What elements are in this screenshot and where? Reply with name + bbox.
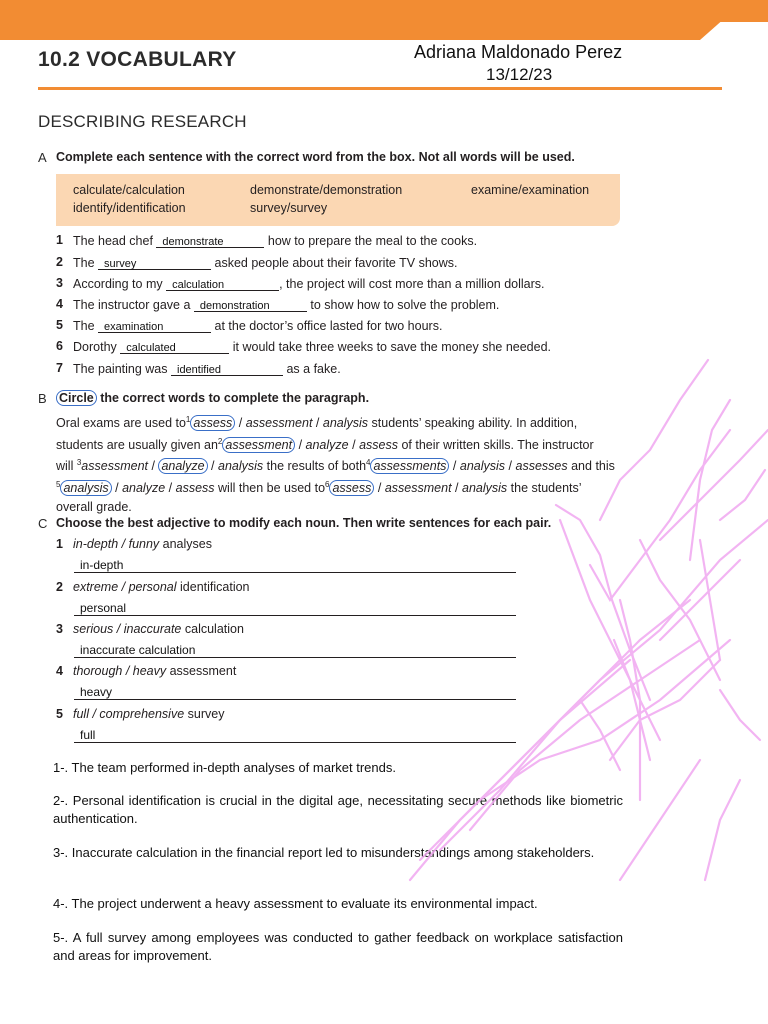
noun: calculation xyxy=(184,622,244,636)
item-text xyxy=(73,276,545,291)
choice-option[interactable]: analysis xyxy=(462,481,508,496)
answer-sentence[interactable]: 2-. Personal identification is crucial in the digital age, necessitating secure methods like biometric authentication. xyxy=(53,793,623,826)
paragraph-line: will $^3$assessment / analyze / analysis the results of both$^4$ assessments / analysis / assesses and this xyxy=(56,458,615,474)
item-text-after: at the doctor’s office lasted for two hours. xyxy=(214,319,443,333)
choice-option[interactable]: assess xyxy=(359,437,398,452)
word-box-item: calculate/calculation xyxy=(73,183,185,197)
choice-option[interactable]: assess xyxy=(190,415,235,431)
answer-blank[interactable] xyxy=(171,361,283,376)
part-c-instruction: Choose the best adjective to modify each noun. Then write sentences for each pair. xyxy=(56,516,552,530)
adjective-choice xyxy=(73,622,244,636)
typed-answer[interactable]: inaccurate calculation xyxy=(80,643,196,657)
choice-option[interactable]: assessment xyxy=(81,459,148,474)
item-number: 4 xyxy=(56,664,63,678)
answer-sentence[interactable]: 5-. A full survey among employees was conducted to gather feedback on workplace satisfaction and areas for improvement. xyxy=(53,930,623,963)
answer-line xyxy=(74,572,516,573)
typed-answer[interactable]: in-depth xyxy=(80,558,124,572)
student-name: Adriana Maldonado Perez xyxy=(414,42,623,62)
handwritten-answer: survey xyxy=(104,258,137,270)
choice-option[interactable]: analysis xyxy=(218,459,264,474)
word-box-item: survey/survey xyxy=(250,201,328,215)
answer-blank[interactable] xyxy=(166,276,279,291)
word-box-item: examine/examination xyxy=(471,183,590,197)
paragraph-line: overall grade. xyxy=(56,499,132,514)
item-number: 2 xyxy=(56,255,63,269)
word-box-item: identify/identification xyxy=(73,201,186,215)
part-b-instruction-rest: the correct words to complete the paragraph. xyxy=(100,391,370,405)
handwritten-answer: calculated xyxy=(126,342,176,354)
paragraph-line: Oral exams are used $to^1$ assess / assessment / analysis students’ speaking ability. In addition, xyxy=(56,415,578,431)
answer-blank[interactable] xyxy=(156,233,264,248)
item-text xyxy=(73,233,477,248)
noun: survey xyxy=(187,707,225,721)
answer-line xyxy=(74,699,516,700)
typed-answer[interactable]: personal xyxy=(80,601,127,615)
adjective-choice xyxy=(73,664,236,678)
noun: identification xyxy=(180,580,250,594)
choice-option[interactable]: analyze xyxy=(305,437,349,452)
adjective-options: full / comprehensive xyxy=(73,707,185,721)
section-title: 10.2 VOCABULARY xyxy=(38,48,237,71)
word-box xyxy=(56,174,620,226)
item-text-after: , the project will cost more than a million dollars. xyxy=(279,277,545,291)
item-text-before: The xyxy=(73,319,95,333)
answer-sentence[interactable]: 1-. The team performed in-depth analyses of market trends. xyxy=(53,760,396,775)
item-text-after: to show how to solve the problem. xyxy=(310,298,500,312)
adjective-options: extreme / personal xyxy=(73,580,177,594)
page-subheading: DESCRIBING RESEARCH xyxy=(38,112,247,131)
answer-line xyxy=(74,657,516,658)
item-text-before: The painting was xyxy=(73,362,168,376)
adjective-options: serious / inaccurate xyxy=(73,622,182,636)
answer-blank[interactable] xyxy=(98,318,211,333)
answer-blank[interactable] xyxy=(120,339,229,354)
item-number: 2 xyxy=(56,580,63,594)
word-box-item: demonstrate/demonstration xyxy=(250,183,403,197)
item-number: 1 xyxy=(56,537,63,551)
item-number: 3 xyxy=(56,276,63,290)
noun: assessment xyxy=(169,664,237,678)
item-number: 4 xyxy=(56,297,63,311)
item-text xyxy=(73,318,442,333)
choice-option[interactable]: assessment xyxy=(222,437,295,453)
item-text xyxy=(73,255,457,270)
part-b-paragraph xyxy=(56,411,626,516)
answer-sentence[interactable]: 4-. The project underwent a heavy assessment to evaluate its environmental impact. xyxy=(53,896,538,911)
item-text-before: Dorothy xyxy=(73,340,117,354)
part-b-letter: B xyxy=(38,391,47,406)
answer-line xyxy=(74,742,516,743)
item-text-before: According to my xyxy=(73,277,163,291)
answer-blank[interactable] xyxy=(194,297,307,312)
item-number: 1 xyxy=(56,233,63,247)
item-text-before: The head chef xyxy=(73,234,153,248)
handwritten-answer: identified xyxy=(177,364,222,376)
item-text-before: The xyxy=(73,256,95,270)
typed-answer[interactable]: heavy xyxy=(80,685,113,699)
adjective-choice xyxy=(73,537,212,551)
choice-option[interactable]: analyze xyxy=(158,458,207,474)
header-rule xyxy=(38,87,722,90)
choice-option[interactable]: assessment xyxy=(384,481,452,496)
noun: analyses xyxy=(162,537,212,551)
paragraph-line: students are usually given $an^2$ assessment / analyze / assess of their written skills. The instructor xyxy=(56,436,594,452)
item-text xyxy=(73,361,341,376)
item-number: 5 xyxy=(56,707,63,721)
adjective-options: in-depth / funny xyxy=(73,537,160,551)
item-text-after: how to prepare the meal to the cooks. xyxy=(267,234,478,248)
part-a-letter: A xyxy=(38,150,47,165)
item-text-after: asked people about their favorite TV shows. xyxy=(214,256,458,270)
choice-option[interactable]: analyze xyxy=(122,481,166,496)
paragraph-line: $^5$ analysis / analyze / assess will then be used $to^6$ assess / assessment / analysis the students’ xyxy=(56,479,582,496)
answer-line xyxy=(74,615,516,616)
item-text xyxy=(73,297,499,312)
choice-option[interactable]: analysis xyxy=(459,459,506,474)
choice-option[interactable]: analysis xyxy=(60,480,111,496)
student-date: 13/12/23 xyxy=(486,65,553,84)
choice-option[interactable]: assessment xyxy=(245,416,313,431)
typed-answer[interactable]: full xyxy=(80,728,96,742)
item-text xyxy=(73,339,551,354)
part-b-instruction xyxy=(56,391,369,405)
item-text-after: as a fake. xyxy=(286,362,341,376)
answer-sentence[interactable]: 3-. Inaccurate calculation in the financial report led to misunderstandings among stakeholders. xyxy=(53,845,595,860)
handwritten-answer: calculation xyxy=(172,279,225,291)
choice-option[interactable]: assess xyxy=(329,480,374,496)
adjective-choice xyxy=(73,580,250,594)
part-c-letter: C xyxy=(38,516,48,531)
handwritten-answer: demonstrate xyxy=(162,236,224,248)
item-number: 7 xyxy=(56,361,63,375)
top-banner xyxy=(0,0,768,40)
handwritten-answer: demonstration xyxy=(199,300,270,312)
answer-blank[interactable] xyxy=(98,255,211,270)
part-a-instruction: Complete each sentence with the correct word from the box. Not all words will be used. xyxy=(56,150,575,164)
circle-word: Circle xyxy=(56,390,97,406)
item-number: 6 xyxy=(56,339,63,353)
handwritten-answer: examination xyxy=(104,321,164,333)
item-number: 3 xyxy=(56,622,63,636)
choice-option[interactable]: assesses xyxy=(515,459,568,474)
choice-option[interactable]: assessments xyxy=(370,458,449,474)
adjective-options: thorough / heavy xyxy=(73,664,167,678)
item-number: 5 xyxy=(56,318,63,332)
item-text-before: The instructor gave a xyxy=(73,298,191,312)
item-text-after: it would take three weeks to save the money she needed. xyxy=(232,340,551,354)
choice-option[interactable]: analysis xyxy=(322,416,369,431)
adjective-choice xyxy=(73,707,224,721)
choice-option[interactable]: assess xyxy=(175,481,215,496)
